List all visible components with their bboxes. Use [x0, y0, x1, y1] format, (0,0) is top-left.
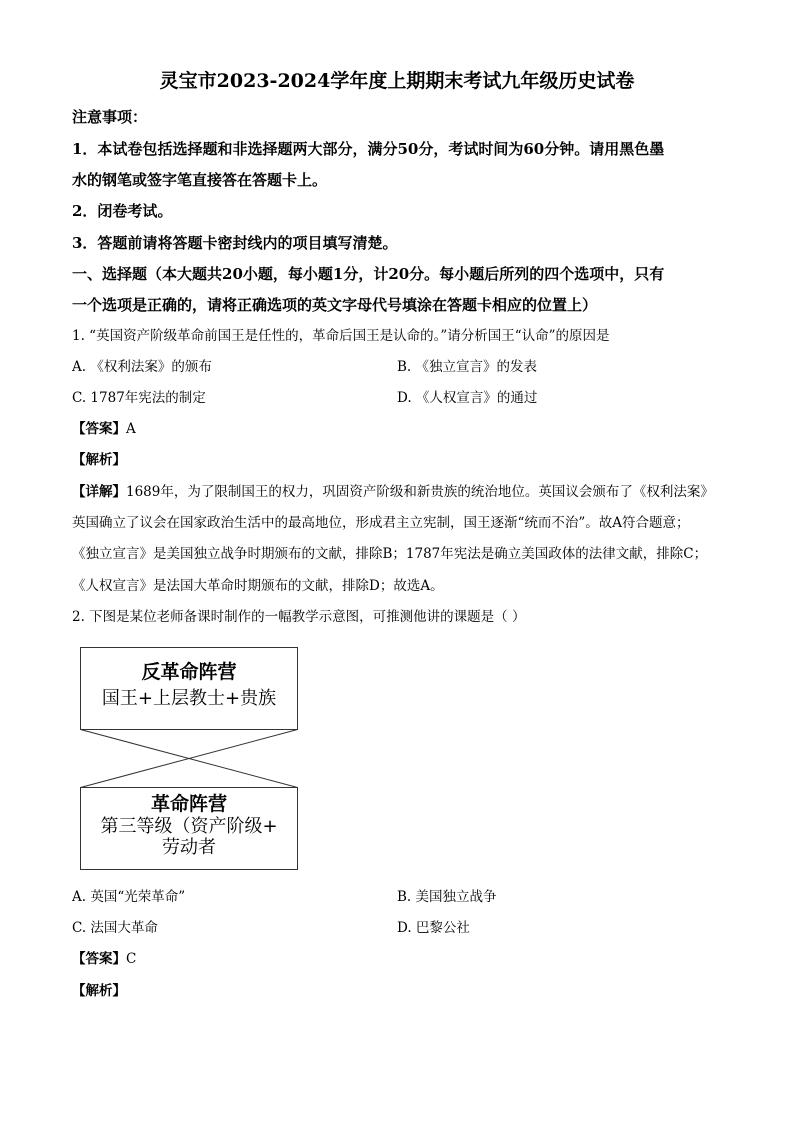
question-1-option-b: B. 《独立宣言》的发表: [397, 359, 538, 375]
question-1-option-c: C. 1787年宪法的制定: [72, 390, 206, 406]
answer-tag: 【答案】: [72, 951, 126, 967]
counter-revolution-title: 反革命阵营: [141, 661, 237, 683]
notice-item-3: 3．答题前请将答题卡密封线内的项目填写清楚。: [72, 234, 398, 252]
notice-item-1-line-2: 水的钢笔或签字笔直接答在答题卡上。: [72, 171, 328, 189]
question-1-answer: [72, 423, 136, 437]
revolution-title: 革命阵营: [150, 793, 227, 815]
counter-revolution-box: [80, 647, 298, 729]
analysis-tag: 【解析】: [72, 452, 126, 468]
counter-revolution-members: 国王+上层教士+贵族: [101, 688, 277, 709]
section-heading-line-2: 一个选项是正确的，请将正确选项的英文字母代号填涂在答题卡相应的位置上）: [72, 296, 598, 314]
question-1-detail-line-4: 《人权宣言》是法国大革命时期颁布的文献，排除D；故选A。: [72, 578, 444, 594]
question-1-option-d: D. 《人权宣言》的通过: [397, 390, 538, 406]
question-2-analysis-tag: [72, 985, 126, 999]
teaching-diagram: [80, 647, 300, 871]
question-2-answer: [72, 953, 136, 967]
question-1-detail-line-3: 《独立宣言》是美国独立战争时期颁布的文献，排除B；1787年宪法是确立美国政体的法律文献，排除C；: [72, 546, 708, 562]
answer-value: C: [126, 951, 137, 967]
question-1-stem: 1. “英国资产阶级革命前国王是任性的，革命后国王是认命的。”请分析国王“认命”的原因是: [72, 328, 610, 344]
notice-heading: 注意事项：: [72, 108, 148, 126]
question-1-analysis-tag: [72, 454, 126, 468]
question-2-option-a: A. 英国“光荣革命”: [72, 889, 186, 905]
page-title: 灵宝市2023-2024学年度上期期末考试九年级历史试卷: [159, 70, 635, 92]
question-1-option-a: A. 《权利法案》的颁布: [72, 359, 212, 375]
question-2-option-c: C. 法国大革命: [72, 920, 158, 936]
answer-tag: 【答案】: [72, 421, 126, 437]
question-2-option-b: B. 美国独立战争: [397, 889, 497, 905]
detail-tag: 【详解】: [72, 484, 126, 500]
question-1-detail-line-1: [72, 486, 714, 500]
answer-value: A: [126, 421, 136, 437]
notice-item-1-line-1: 1．本试卷包括选择题和非选择题两大部分，满分50分，考试时间为60分钟。请用黑色墨: [72, 140, 665, 158]
revolution-members-line-2: 劳动者: [162, 836, 216, 858]
detail-text: 1689年，为了限制国王的权力，巩固资产阶级和新贵族的统治地位。英国议会颁布了《权利法案》: [126, 484, 714, 500]
section-heading-line-1: 一、选择题（本大题共20小题，每小题1分，计20分。每小题后所列的四个选项中，只有: [72, 265, 665, 283]
analysis-tag: 【解析】: [72, 983, 126, 999]
revolution-members-line-1: 第三等级（资产阶级+: [100, 816, 278, 837]
revolution-box: [80, 787, 298, 869]
question-1-detail-line-2: 英国确立了议会在国家政治生活中的最高地位，形成君主立宪制，国王逐渐“统而不治”。故A符合题意；: [72, 515, 690, 531]
question-2-stem: 2. 下图是某位老师备课时制作的一幅教学示意图，可推测他讲的课题是（ ）: [72, 609, 526, 625]
notice-item-2: 2．闭卷考试。: [72, 202, 173, 220]
question-2-option-d: D. 巴黎公社: [397, 920, 470, 936]
